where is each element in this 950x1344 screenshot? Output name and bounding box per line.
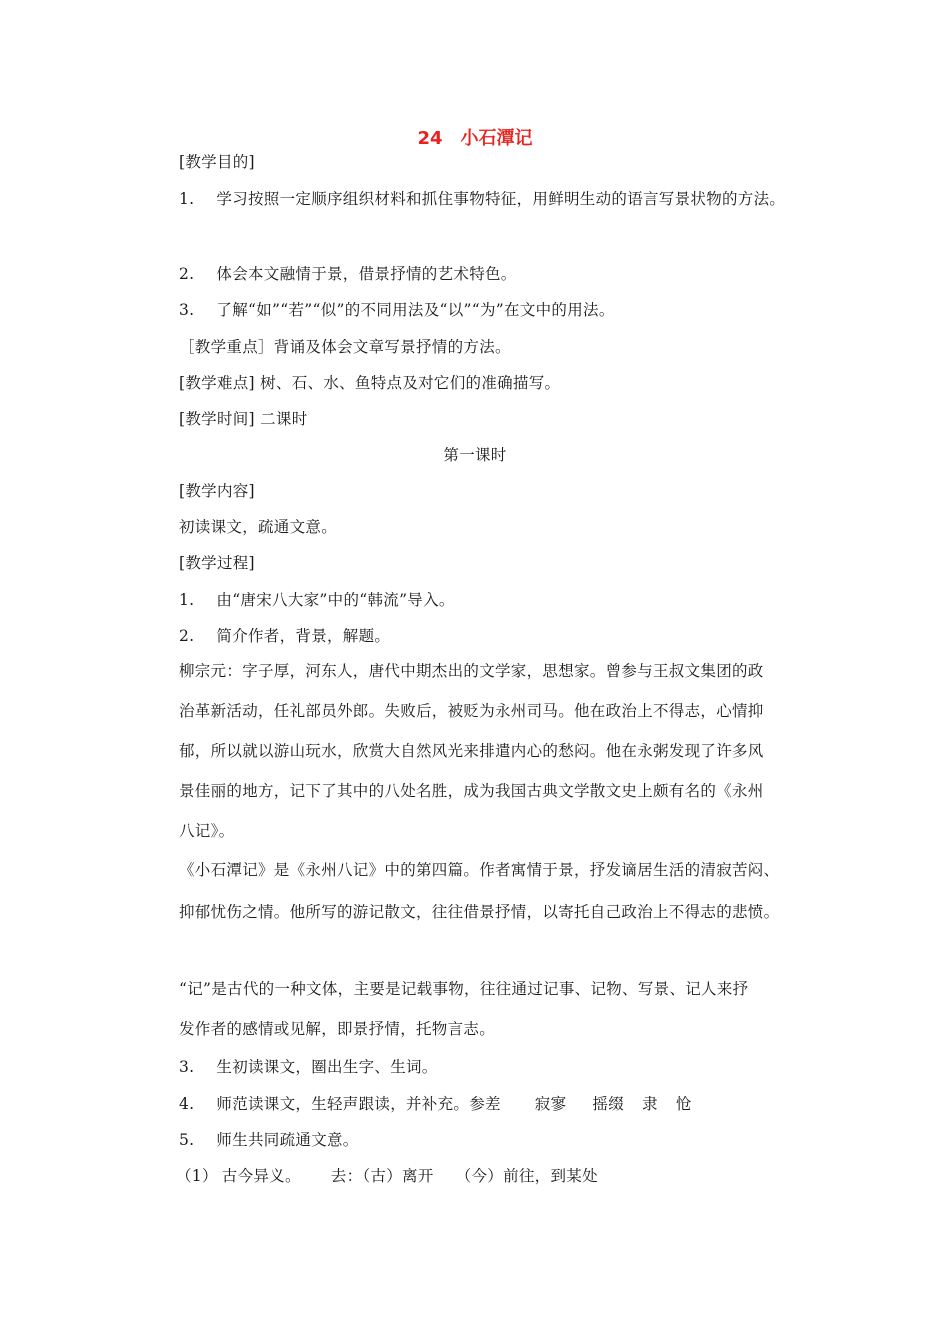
- objectives-header: [教学目的]: [179, 153, 255, 171]
- author-paragraph-line: 八记》。: [179, 822, 235, 840]
- vocab-word: 寂寥: [534, 1095, 567, 1113]
- vocab-word: 摇缀: [592, 1095, 625, 1113]
- process-step: 3. 生初读课文，圈出生字、生词。: [179, 1058, 438, 1076]
- process-step: 1. 由“唐宋八大家”中的“韩流”导入。: [179, 591, 455, 609]
- objective-item: 1. 学习按照一定顺序组织材料和抓住事物特征，用鲜明生动的语言写景状物的方法。: [179, 190, 786, 208]
- author-paragraph-line: 郁，所以就以游山玩水，欣赏大自然风光来排遣内心的愁闷。他在永粥发现了许多风: [179, 742, 764, 760]
- author-paragraph-line: 柳宗元：字子厚，河东人，唐代中期杰出的文学家，思想家。曾参与王叔文集团的政: [179, 662, 764, 680]
- vocab-word: 隶: [642, 1095, 658, 1113]
- key-point: ［教学重点］背诵及体会文章写景抒情的方法。: [179, 338, 511, 356]
- content-text: 初读课文，疏通文意。: [179, 518, 338, 536]
- difficulty: [教学难点] 树、石、水、鱼特点及对它们的准确描写。: [179, 374, 561, 392]
- process-step: 2. 简介作者，背景，解题。: [179, 627, 391, 645]
- vocab-word: 怆: [675, 1095, 692, 1113]
- gujin-line: （1） 古今异义。 去：（古）离开 （今）前往，到某处: [176, 1167, 598, 1185]
- objective-item: 2. 体会本文融情于景，借景抒情的艺术特色。: [179, 265, 517, 283]
- ji-paragraph-line: 发作者的感情或见解，即景抒情，托物言志。: [179, 1020, 496, 1038]
- essay-paragraph-line: 抑郁忧伤之情。他所写的游记散文，往往借景抒情，以寄托自己政治上不得志的悲愤。: [179, 903, 780, 921]
- objective-item: 3. 了解“如”“若”“似”的不同用法及“以”“为”在文中的用法。: [179, 301, 615, 319]
- process-step: 5. 师生共同疏通文意。: [179, 1131, 359, 1149]
- teaching-time: [教学时间] 二课时: [179, 410, 308, 428]
- lesson-title: 小石潭记: [460, 128, 533, 149]
- process-step: 4. 师范读课文，生轻声跟读，并补充。参差 寂寥 摇缀 隶 怆: [179, 1095, 692, 1113]
- lesson-number: 24: [417, 128, 443, 149]
- author-paragraph-line: 治革新活动，任礼部员外郎。失败后，被贬为永州司马。他在政治上不得志，心情抑: [179, 702, 764, 720]
- lesson-one-heading: 第一课时: [443, 446, 507, 464]
- ji-paragraph-line: “记”是古代的一种文体，主要是记载事物，往往通过记事、记物、写景、记人来抒: [179, 980, 749, 998]
- page-title: [0, 128, 950, 150]
- author-paragraph-line: 景佳丽的地方，记下了其中的八处名胜，成为我国古典文学散文史上颇有名的《永州: [179, 782, 764, 800]
- content-header: [教学内容]: [179, 482, 255, 500]
- process-header: [教学过程]: [179, 554, 255, 572]
- essay-paragraph-line: 《小石潭记》是《永州八记》中的第四篇。作者寓情于景，抒发谪居生活的清寂苦闷、: [179, 861, 780, 879]
